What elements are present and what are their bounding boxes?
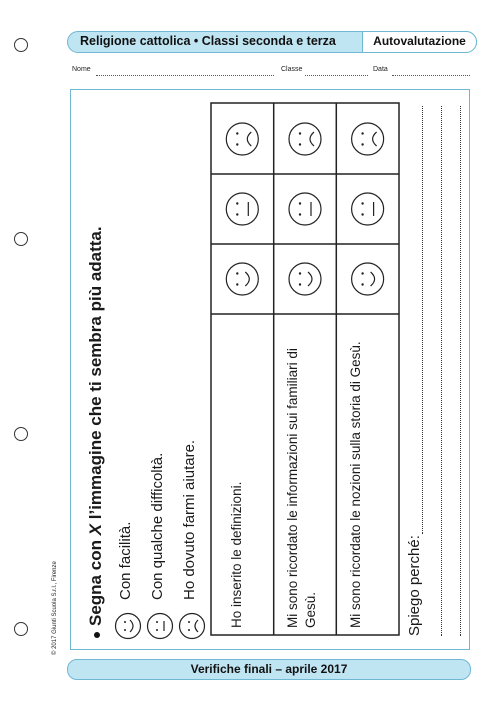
date-label: Data	[373, 66, 388, 73]
instruction-text-after: l’immagine che ti sembra più adatta.	[86, 226, 105, 524]
smile-face-icon	[114, 612, 142, 640]
cell-sad-face-icon[interactable]	[352, 123, 384, 155]
sad-face-icon	[178, 612, 206, 640]
copyright-credit: © 2017 Giunti Scuola S.r.l., Firenze	[52, 561, 58, 655]
name-field[interactable]	[96, 75, 274, 76]
cell-neutral-face-icon[interactable]	[352, 193, 384, 225]
header-title: Religione cattolica • Classi seconda e terza	[80, 34, 336, 48]
worksheet-body	[70, 89, 470, 650]
instruction	[86, 226, 106, 638]
cell-smile-face-icon[interactable]	[289, 263, 321, 295]
instruction-mark: X	[86, 523, 105, 536]
row-2-label: Mi sono ricordato le informazioni sui familiari di Gesù.	[285, 348, 318, 628]
assessment-table	[210, 102, 400, 636]
row-3-label: Mi sono ricordato le nozioni sulla storia di Gesù.	[348, 341, 363, 628]
option-some-difficulty-label: Con qualche difficoltà.	[149, 452, 166, 600]
neutral-face-icon	[146, 612, 174, 640]
cell-smile-face-icon[interactable]	[226, 263, 258, 295]
instruction-text-before: Segna con	[86, 535, 105, 626]
cell-sad-face-icon[interactable]	[289, 123, 321, 155]
binder-hole-1	[14, 38, 28, 52]
explain-line-3[interactable]	[460, 106, 461, 636]
class-label: Classe	[281, 66, 303, 73]
cell-neutral-face-icon[interactable]	[226, 193, 258, 225]
header-tag: Autovalutazione	[362, 31, 477, 53]
cell-smile-face-icon[interactable]	[352, 263, 384, 295]
explain-line-2[interactable]	[441, 106, 442, 636]
bullet-icon	[94, 632, 100, 638]
cell-neutral-face-icon[interactable]	[289, 193, 321, 225]
row-1-label: Ho inserito le definizioni.	[229, 481, 244, 628]
name-label: Nome	[72, 66, 91, 73]
row-3-text	[339, 320, 397, 628]
binder-hole-4	[14, 622, 28, 636]
binder-hole-2	[14, 232, 28, 246]
binder-hole-3	[14, 427, 28, 441]
date-field[interactable]	[392, 75, 470, 76]
footer-bar: Verifiche finali – aprile 2017	[67, 659, 471, 680]
cell-sad-face-icon[interactable]	[226, 123, 258, 155]
explain-label: Spiego perché:	[406, 535, 423, 636]
option-easy-label: Con facilità.	[117, 521, 134, 600]
row-2-text	[276, 320, 334, 628]
row-1-text	[214, 320, 270, 628]
option-needed-help-label: Ho dovuto farmi aiutare.	[181, 439, 198, 600]
class-field[interactable]	[305, 75, 368, 76]
explain-line-1[interactable]	[422, 106, 423, 534]
